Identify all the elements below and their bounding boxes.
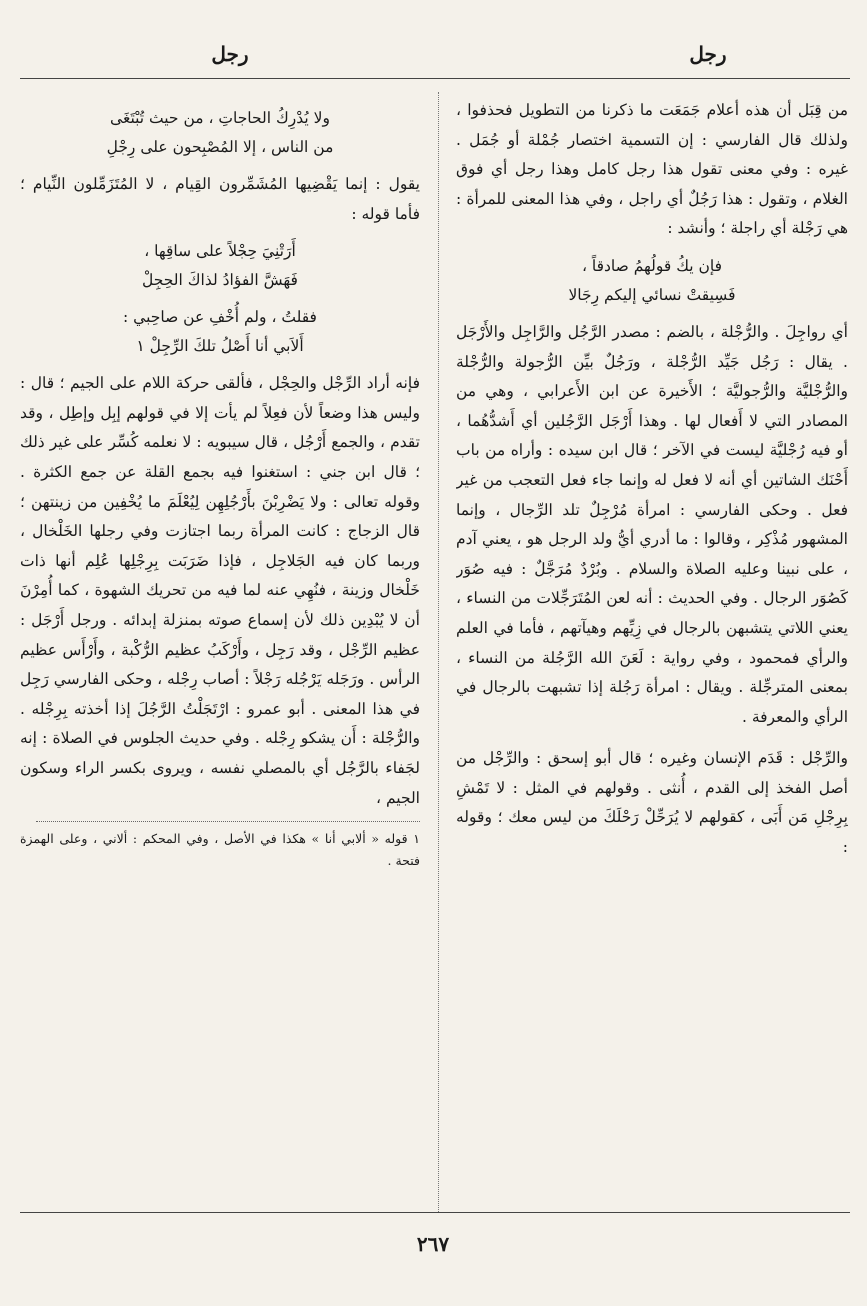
paragraph: أي رواجِلَ . والرُّجْلة ، بالضم : مصدر الرَّجُل والرَّاجِل والأَرْجَل . يقال : رَجُل جَيِّد الرُّجْلة ، ورَجُلٌ بيِّن الرُّجولة والرُّجْلة والرُّجْليَّة والرُّجوليَّة ؛ الأَخيرة عن ابن الأَعرابي ، وهي من المصادر التي لا أَفعال لها . وهذا أَرْجَل الرَّجُلين أي أَشدُّهُما ، أو فيه رُجْليَّة ليست في الآخر ؛ قال ابن سيده : وأراه من باب أَحْنَك الشاتين أي أنه لا فعل له وإنما جاء فعل التعجب من غير فعل . وحكى الفارسي : امرأة مُرْجِلٌ تلد الرِّجال ، وإنما المشهور مُذْكِر ، وقالوا : ما أدري أيُّ ولد الرجل هو ، يعني آدم ، على نبينا وعليه الصلاة والسلام . وبُرْدٌ مُرَجَّلٌ : فيه صُوَر كَصُوَر الرجال . وفي الحديث : أنه لعن المُتَرَجِّلات من النساء ، يعني اللاتي يتشبهن بالرجال في زِيِّهم وهيآتهم ، فأما في العلم والرأي فمحمود ، وفي رواية : لَعَنَ الله الرَّجُلة من النساء ، بمعنى المترجِّلة . ويقال : امرأة رَجُلة إذا تشبهت بالرجال في الرأي والمعرفة . bbox=[456, 322, 848, 726]
verse-line: فإن يكُ قولُهمُ صادقاً ، bbox=[581, 256, 723, 275]
verse-line: أَرَتْنِيَ حِجْلاً على ساقِها ، bbox=[144, 242, 296, 261]
verse bbox=[20, 237, 420, 295]
verse-line: فقلتُ ، ولم أُخْفِ عن صاحِبي : bbox=[123, 308, 317, 327]
verse-line: أَلاَبي أنا أَصْلُ تلكَ الرِّجِلْ ١ bbox=[136, 337, 304, 356]
paragraph: فإنه أراد الرِّجْل والحِجْل ، فألقى حركة اللام على الجيم ؛ قال : وليس هذا وضعاً لأن فعِلاً لم يأت إلا في قولهم إبِل وإطِل ، وقد تقدم ، والجمع أَرْجُل ، قال سيبويه : لا نعلمه كُسِّر على غير ذلك ؛ قال ابن جني : استغنوا فيه بجمع القلة عن جمع الكثرة . وقوله تعالى : ولا يَضْرِبْنَ بأَرْجُلِهِن لِيُعْلَمَ ما يُخْفِين من زينتهن ؛ قال الزجاج : كانت المرأة ربما اجتازت وفي رجلها الخَلْخال ، وربما كان فيه الجَلاجِل ، فإذا ضَرَبَت بِرِجْلِها عُلِم أنها ذات خَلْخال وزينة ، فنُهِي عنه لما فيه من تحريك الشهوة ، كما أُمِرْنَ أن لا يُبْدِين ذلك لأن إسماع صوته بمنزلة إبدائه . ورجل أَرْجَل : عظيم الرِّجْل ، وقد رَجِل ، وأَرْكَبُ عظيم الرُّكْبة ، وأَرْأَس عظيم الرأس . ورَجَله يَرْجُله رَجْلاً : أصاب رِجْله ، وحكى الفارسي رَجِل في هذا المعنى . أبو عمرو : ارْتَجَلْتُ الرَّجُلَ إذا أخذته بِرِجْله . والرُّجْلة : أَن يشكو رِجْله . وفي حديث الجلوس في الصلاة : إنه لجَفاء بالرَّجُل أي بالمصلي نفسه ، ويروى بكسر الراء وسكون الجيم ، bbox=[20, 374, 420, 807]
footer-rule bbox=[20, 1212, 850, 1213]
right-column bbox=[456, 96, 848, 1206]
header-rule bbox=[20, 78, 850, 79]
footnote: ١ قوله « ألابي أنا » هكذا في الأصل ، وفي المحكم : ألاني ، وعلى الهمزة فتحة . bbox=[20, 831, 420, 869]
right-column-header: رجل bbox=[689, 42, 727, 66]
paragraph: والرِّجْل : قَدَم الإنسان وغيره ؛ قال أبو إسحق : والرِّجْل من أصل الفخذ إلى القدم ، أُنثى . وقولهم في المثل : لا تَمْشِ بِرِجْلِ مَن أَبَى ، كقولهم لا يُرَحِّلْ رَحْلَكَ من ليس معك ؛ وقوله : bbox=[456, 749, 848, 857]
verse bbox=[20, 104, 420, 162]
verse-line: ولا يُدْرِكُ الحاجاتِ ، من حيث تُبْتَغَى bbox=[110, 109, 330, 127]
verse-line: فَهَشَّ الفؤادُ لذاكَ الحِجِلْ bbox=[142, 271, 298, 290]
footnote-rule bbox=[36, 821, 420, 822]
column-divider bbox=[438, 92, 439, 1212]
verse bbox=[20, 303, 420, 361]
page-number: ٢٦٧ bbox=[416, 1232, 450, 1256]
verse-line: فَسِيقتْ نسائي إليكم رِجَالا bbox=[568, 285, 736, 304]
paragraph: من قِبَل أن هذه أعلام جَمَعَت ما ذكرنا من التطويل فحذفوا ، ولذلك قال الفارسي : إن التسمية اختصار جُمْلة أو جُمَل . غيره : وفي معنى تقول هذا رجل كامل وهذا رجل أي فوق الغلام ، وتقول : هذا رَجُلٌ أي راجل ، وفي هذا المعنى للمرأة : هي رَجْلة أي راجلة ؛ وأنشد : bbox=[456, 101, 848, 238]
verse bbox=[456, 252, 848, 310]
spacer bbox=[456, 732, 848, 744]
paragraph: يقول : إنما يَقْضِيها المُشَمِّرون القِيام ، لا المُتَزَمِّلون النِّيام ؛ فأما قوله : bbox=[20, 175, 420, 223]
verse-line: من الناس ، إلا المُصْبِحون على رِجْلِ bbox=[106, 138, 334, 156]
left-column-header: رجل bbox=[211, 42, 249, 66]
left-column bbox=[20, 96, 420, 1206]
